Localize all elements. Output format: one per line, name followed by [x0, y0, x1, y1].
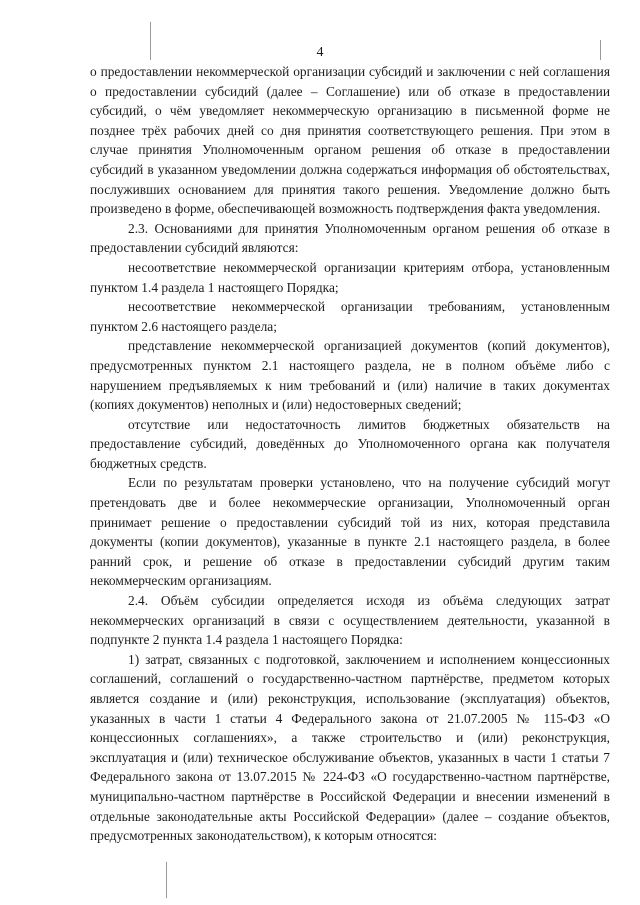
- paragraph-requirements-mismatch: несоответствие некоммерческой организации требованиям, установленным пунктом 2.6 настоящего раздела;: [90, 299, 610, 334]
- paragraph-criteria-mismatch: несоответствие некоммерческой организации критериям отбора, установленным пунктом 1.4 раздела 1 настоящего Порядка;: [90, 259, 610, 295]
- paragraph-insufficient-limits: отсутствие или недостаточность лимитов бюджетных обязательств на предоставление субсидий, доведённых до Уполномоченного органа как получателя бюджетных средств.: [90, 416, 610, 471]
- scan-artifact-top: [150, 22, 151, 60]
- paragraph-costs-item-1: 1) затрат, связанных с подготовкой, заключением и исполнением концессионных соглашений, соглашений о государственно-частном партнёрстве, предметом которых является создание и (или) реконструкция, использование (эксплуатация) объектов, указанных в части 1 статьи 4 Федерального закона от 21.07.2005 № 115-ФЗ «О концессионных соглашениях», а также строительство и (или) реконструкция, эксплуатация и (или) техническое обслуживание объектов, указанных в части 1 статьи 7 Федерального закона от 13.07.2015 № 224-ФЗ «О государственно-частном партнёрстве, муниципально-частном партнёрстве в Российской Федерации и внесении изменений в отдельные законодательные акты Российской Федерации» (далее – создание объектов, предусмотренных законодательством), к которым относятся:: [90, 651, 610, 844]
- page-number: 4: [316, 45, 324, 60]
- paragraph-2-3-grounds: 2.3. Основаниями для принятия Уполномоченным органом решения об отказе в предоставлении субсидий являются:: [90, 220, 610, 256]
- paragraph-decision-notice: о предоставлении некоммерческой организации субсидий и заключении с ней соглашения о предоставлении субсидий (далее – Соглашение) или об отказе в предоставлении субсидий, о чём уведомляет некоммерческую организацию в письменной форме не позднее трёх рабочих дней со дня принятия соответствующего решения. При этом в случае принятия Уполномоченным органом решения об отказе в предоставлении субсидий в указанном уведомлении должна содержаться информация об обстоятельствах, послуживших основанием для принятия такого решения. Уведомление должно быть произведено в форме, обеспечивающей возможность подтверждения факта уведомления.: [90, 64, 610, 217]
- paragraph-incomplete-documents: представление некоммерческой организацией документов (копий документов), предусмотренных пунктом 2.1 настоящего раздела, не в полном объёме либо с нарушением предъявляемых к ним требований и (или) наличие в таких документах (копиях документов) неполных и (или) недостоверных сведений;: [90, 338, 610, 413]
- scan-artifact-bottom: [166, 862, 167, 898]
- paragraph-2-4-subsidy-volume: 2.4. Объём субсидии определяется исходя из объёма следующих затрат некоммерческих организаций в связи с осуществлением деятельности, указанной в подпункте 2 пункта 1.4 раздела 1 настоящего Порядка:: [90, 593, 610, 648]
- paragraph-priority-rule: Если по результатам проверки установлено, что на получение субсидий могут претендовать две и более некоммерческие организации, Уполномоченный орган принимает решение о предоставлении субсидий той из них, которая представила документы (копии документов), указанные в пункте 2.1 настоящего раздела, в более ранний срок, и решение об отказе в предоставлении субсидий другим таким некоммерческим организациям.: [90, 475, 610, 589]
- scan-artifact-right: [600, 40, 601, 60]
- document-body: [90, 62, 610, 846]
